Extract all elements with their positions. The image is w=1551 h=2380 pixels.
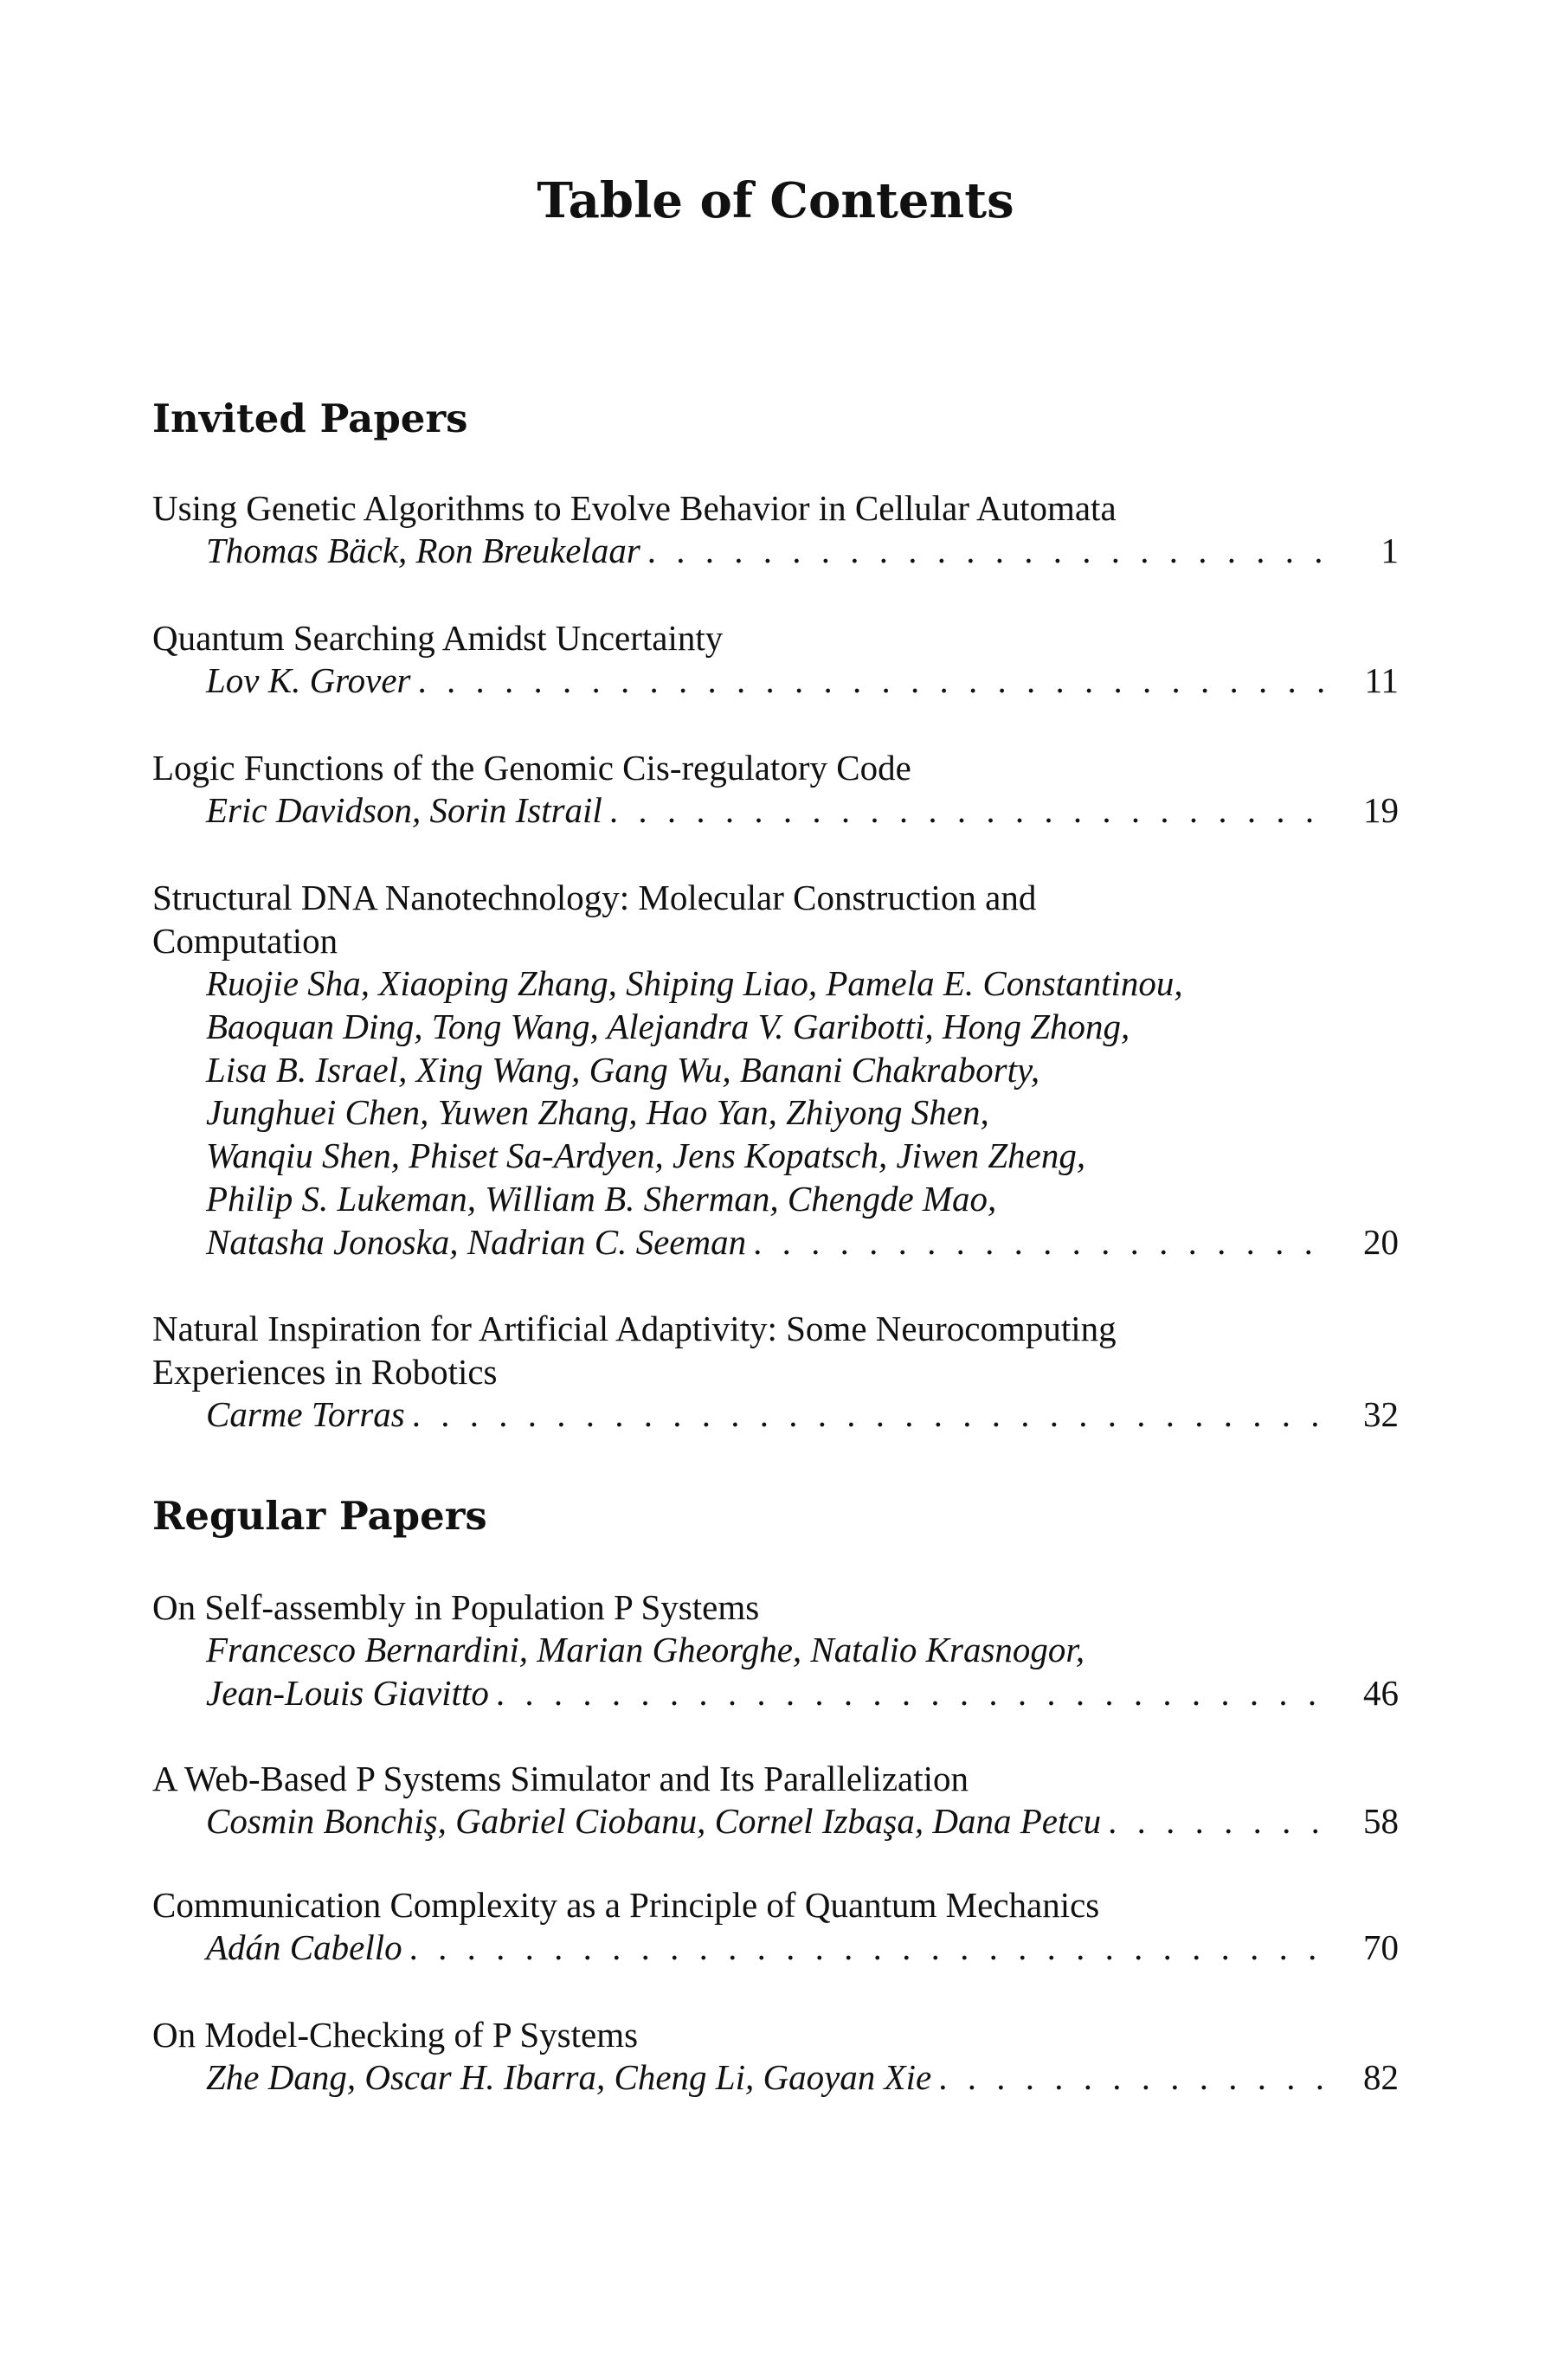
- page-number: 46: [1363, 1672, 1399, 1713]
- entry-authors: [152, 659, 1399, 703]
- author-line: Zhe Dang, Oscar H. Ibarra, Cheng Li, Gaoyan Xie . . . 82: [206, 2056, 1399, 2100]
- page-number: 11: [1364, 660, 1399, 700]
- toc-entry[interactable]: [152, 1307, 1399, 1437]
- dot-leader: [938, 2056, 1331, 2100]
- author-line: Philip S. Lukeman, William B. Sherman, Chengde Mao,: [206, 1178, 997, 1219]
- dot-leader: [409, 1927, 1331, 1970]
- entry-title: Communication Complexity as a Principle of Quantum Mechanics: [152, 1885, 1100, 1925]
- entry-title: Natural Inspiration for Artificial Adaptivity: Some Neurocomputing Experiences in Robotics: [152, 1309, 1117, 1392]
- author-line: Baoquan Ding, Tong Wang, Alejandra V. Garibotti, Hong Zhong,: [206, 1006, 1130, 1046]
- entry-title: A Web-Based P Systems Simulator and Its Parallelization: [152, 1759, 969, 1798]
- toc-entry[interactable]: [152, 876, 1399, 1264]
- entry-authors: [152, 530, 1399, 573]
- author-line: Thomas Bäck, Ron Breukelaar . . . 1: [206, 530, 1399, 573]
- toc-entry[interactable]: [152, 1586, 1399, 1715]
- entry-authors: [152, 789, 1399, 833]
- dot-leader: [412, 1393, 1331, 1437]
- page-number: 58: [1363, 1801, 1399, 1841]
- entry-authors: [152, 2056, 1399, 2100]
- author-line: Adán Cabello . . . 70: [206, 1927, 1399, 1970]
- toc-entry[interactable]: [152, 486, 1399, 573]
- author-line: Jean-Louis Giavitto . . . 46: [206, 1672, 1399, 1715]
- toc-entry[interactable]: [152, 746, 1399, 833]
- page-number: 32: [1363, 1394, 1399, 1434]
- dot-leader: [647, 530, 1331, 573]
- author-line: Junghuei Chen, Yuwen Zhang, Hao Yan, Zhiyong Shen,: [206, 1092, 989, 1133]
- author-line: Eric Davidson, Sorin Istrail . . . 19: [206, 789, 1399, 833]
- toc-entry[interactable]: [152, 2013, 1399, 2100]
- toc-entry[interactable]: [152, 616, 1399, 703]
- toc-entry[interactable]: [152, 1883, 1399, 1970]
- page-number: 70: [1363, 1927, 1399, 1967]
- entry-authors: [152, 962, 1399, 1264]
- entry-authors: [152, 1927, 1399, 1970]
- toc-entry[interactable]: [152, 1757, 1399, 1843]
- author-line: Cosmin Bonchiş, Gabriel Ciobanu, Cornel Izbaşa, Dana Petcu . . . 58: [206, 1800, 1399, 1843]
- entry-authors: [152, 1800, 1399, 1843]
- dot-leader: [496, 1672, 1331, 1715]
- author-line: Natasha Jonoska, Nadrian C. Seeman . . . 20: [206, 1221, 1399, 1264]
- dot-leader: [609, 789, 1331, 833]
- entry-authors: [152, 1393, 1399, 1437]
- author-line: Lov K. Grover . . . 11: [206, 659, 1399, 703]
- page-number: 1: [1380, 531, 1399, 570]
- author-line: Carme Torras . . . 32: [206, 1393, 1399, 1437]
- entry-title: Logic Functions of the Genomic Cis-regulatory Code: [152, 748, 911, 788]
- page-title: Table of Contents: [537, 172, 1014, 229]
- dot-leader: [1108, 1800, 1331, 1843]
- author-line: Lisa B. Israel, Xing Wang, Gang Wu, Banani Chakraborty,: [206, 1049, 1040, 1090]
- page-number: 19: [1363, 790, 1399, 830]
- section-heading-regular: Regular Papers: [152, 1493, 487, 1539]
- section-heading-invited: Invited Papers: [152, 396, 468, 441]
- author-line: Wanqiu Shen, Phiset Sa-Ardyen, Jens Kopatsch, Jiwen Zheng,: [206, 1135, 1086, 1176]
- entry-title: On Model-Checking of P Systems: [152, 2015, 639, 2055]
- author-line: Ruojie Sha, Xiaoping Zhang, Shiping Liao, Pamela E. Constantinou,: [206, 963, 1183, 1003]
- entry-title: Structural DNA Nanotechnology: Molecular Construction and Computation: [152, 878, 1037, 961]
- entry-title: On Self-assembly in Population P Systems: [152, 1587, 760, 1627]
- entry-authors: [152, 1629, 1399, 1715]
- entry-title: Quantum Searching Amidst Uncertainty: [152, 618, 724, 658]
- dot-leader: [753, 1221, 1331, 1264]
- page-number: 20: [1363, 1221, 1399, 1262]
- dot-leader: [418, 659, 1332, 703]
- author-line: Francesco Bernardini, Marian Gheorghe, Natalio Krasnogor,: [206, 1630, 1085, 1669]
- entry-title: Using Genetic Algorithms to Evolve Behavior in Cellular Automata: [152, 488, 1117, 528]
- page-number: 82: [1363, 2057, 1399, 2097]
